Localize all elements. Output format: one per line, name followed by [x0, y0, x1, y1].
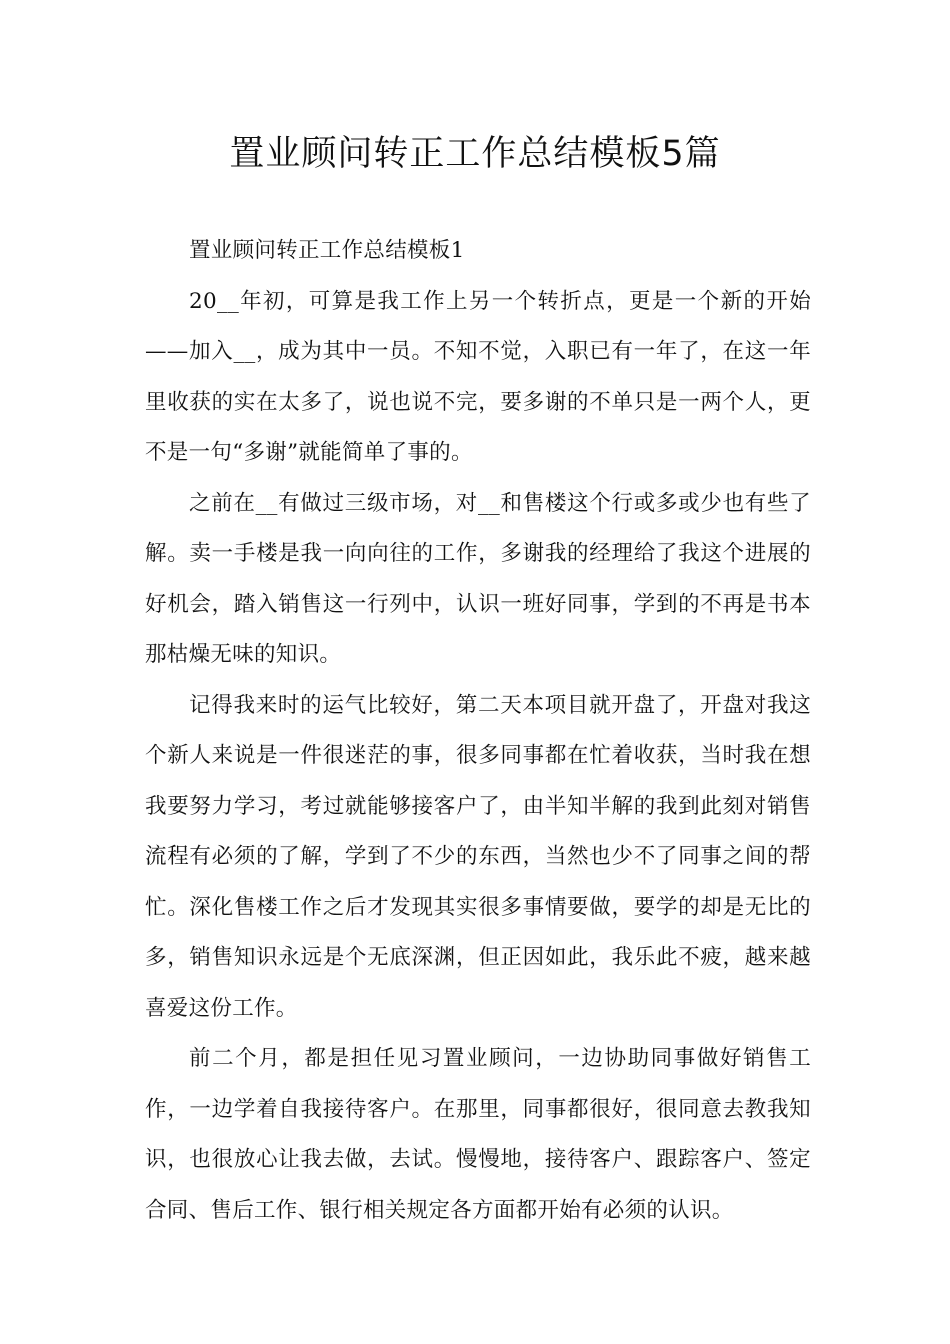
body-paragraph-2: 之前在__有做过三级市场，对__和售楼这个行或多或少也有些了解。卖一手楼是我一向向往的工作，多谢我的经理给了我这个进展的好机会，踏入销售这一行列中，认识一班好同事，学到的不再是书本那枯燥无味的知识。 — [145, 490, 811, 667]
body-paragraph-1: 20__年初，可算是我工作上另一个转折点，更是一个新的开始——加入__，成为其中一员。不知不觉，入职已有一年了，在这一年里收获的实在太多了，说也说不完，要多谢的不单只是一两个人，更不是一句“多谢”就能简单了事的。 — [145, 288, 811, 465]
body-paragraph-4: 前二个月，都是担任见习置业顾问，一边协助同事做好销售工作，一边学着自我接待客户。在那里，同事都很好，很同意去教我知识，也很放心让我去做，去试。慢慢地，接待客户、跟踪客户、签定合同、售后工作、银行相关规定各方面都开始有必须的认识。 — [145, 1046, 811, 1223]
section-subheading: 置业顾问转正工作总结模板1 — [189, 238, 465, 263]
document-body — [145, 226, 811, 1236]
body-paragraph-3: 记得我来时的运气比较好，第二天本项目就开盘了，开盘对我这个新人来说是一件很迷茫的事，很多同事都在忙着收获，当时我在想我要努力学习，考过就能够接客户了，由半知半解的我到此刻对销售流程有必须的了解，学到了不少的东西，当然也少不了同事之间的帮忙。深化售楼工作之后才发现其实很多事情要做，要学的却是无比的多，销售知识永远是个无底深渊，但正因如此，我乐此不疲，越来越喜爱这份工作。 — [145, 692, 811, 1021]
document-title: 置业顾问转正工作总结模板5篇 — [229, 134, 721, 174]
